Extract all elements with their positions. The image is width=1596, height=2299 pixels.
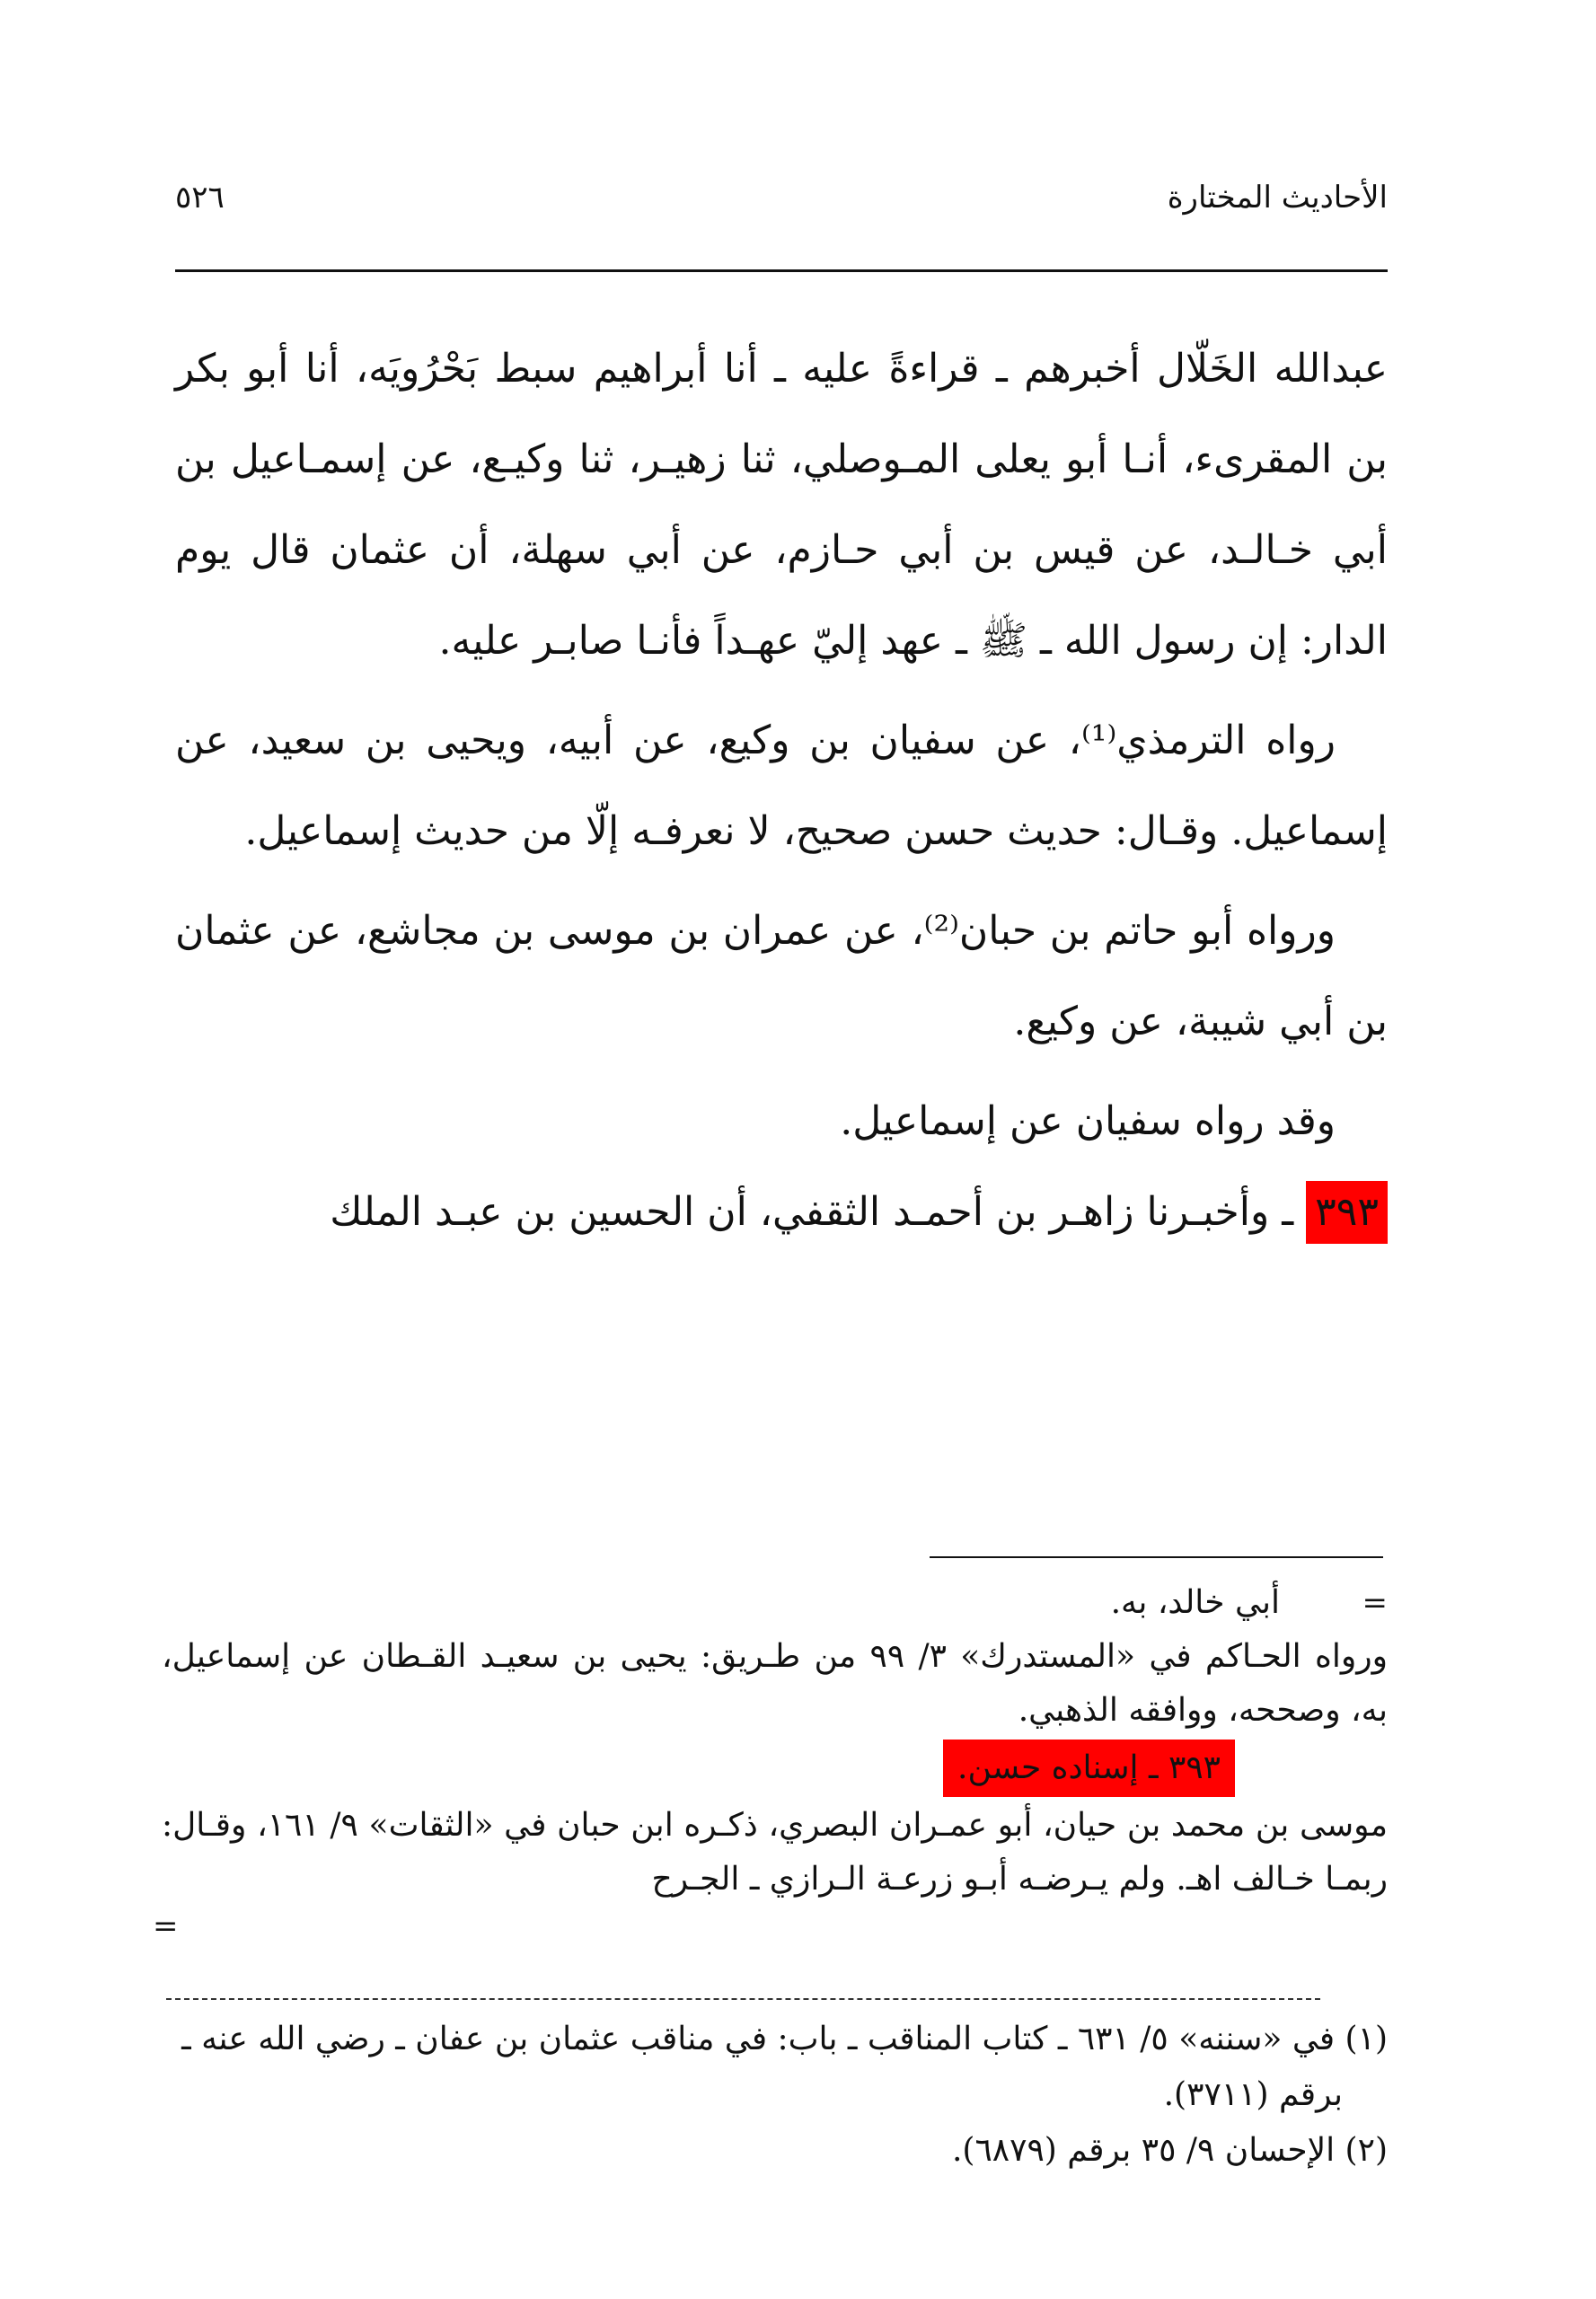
footnotes-divider [166, 1998, 1320, 2000]
note-line: أبي خالد، به. [1110, 1584, 1280, 1621]
notes-divider [930, 1556, 1383, 1558]
paragraph-sufyan: وقد رواه سفيان عن إسماعيل. [840, 1098, 1336, 1144]
footnote-1-continued: برقم (٣٧١١). [1163, 2076, 1343, 2113]
header-divider [175, 269, 1388, 272]
paragraph-tirmidhi: رواه الترمذي⁽¹⁾، عن سفيان بن وكيع، عن أبيه، ويحيى بن سعيد، عن إسماعيل. وقـال: حديث حسن صحيح، لا نعرفـه إلّا من حديث إسماعيل. [175, 718, 1388, 854]
running-header [175, 180, 1388, 233]
editor-notes [162, 1576, 1388, 1907]
continuation-mark: = [1362, 1585, 1388, 1621]
footnote-1: (١) في «سننه» ٥/ ٦٣١ ـ كتاب المناقب ـ باب: في مناقب عثمان بن عفان ـ رضي الله عنه ـ [181, 2021, 1388, 2057]
paragraph-ibn-hibban: ورواه أبو حاتم بن حبان⁽²⁾، عن عمران بن موسى بن مجاشع، عن عثمان بن أبي شيبة، عن وكيع. [175, 908, 1388, 1044]
footnotes [162, 2012, 1388, 2179]
grading-highlight: ٣٩٣ ـ إسناده حسن. [943, 1740, 1235, 1797]
hadith-number-highlight: ٣٩٣ [1306, 1181, 1388, 1244]
hadith-text: ـ وأخبـرنا زاهـر بن أحمـد الثقفي، أن الحسين بن عبـد الملك [330, 1189, 1307, 1235]
footnote-2: (٢) الإحسان ٩/ ٣٥ برقم (٦٨٧٩). [951, 2132, 1388, 2169]
note-line: ورواه الحـاكم في «المستدرك» ٣/ ٩٩ من طـريق: يحيى بن سعيـد القـطان عن إسماعيل، به، وصححه، ووافقه الذهبي. [162, 1638, 1388, 1729]
continuation-mark-end: = [153, 1908, 179, 1944]
hadith-393-start [175, 1167, 1388, 1257]
paragraph-isnad: عبدالله الخَلّال أخبرهم ـ قراءةً عليه ـ أنا أبراهيم سبط بَحْرُويَه، أنا أبو بكر بن المقرىء، أنـا أبو يعلى المـوصلي، ثنا زهيـر، ثنا وكيـع، عن إسمـاعيل بن أبي خـالـد، عن قيس بن أبي حـازم، عن أبي سهلة، أن عثمان قال يوم الدار: إن رسول الله ـ ﷺ ـ عهد إليّ عهـداً فأنـا صابـر عليه. [175, 346, 1388, 664]
page-number: ٥٢٦ [175, 180, 225, 216]
main-text [175, 323, 1388, 1257]
book-title: الأحاديث المختارة [1167, 180, 1388, 216]
note-line: موسى بن محمد بن حيان، أبو عمـران البصري، ذكـره ابن حبان في «الثقات» ٩/ ١٦١، وقـال: ربمـا خـالف اهـ. ولم يـرضـه أبـو زرعـة الـرازي ـ الجـرح [162, 1807, 1388, 1898]
